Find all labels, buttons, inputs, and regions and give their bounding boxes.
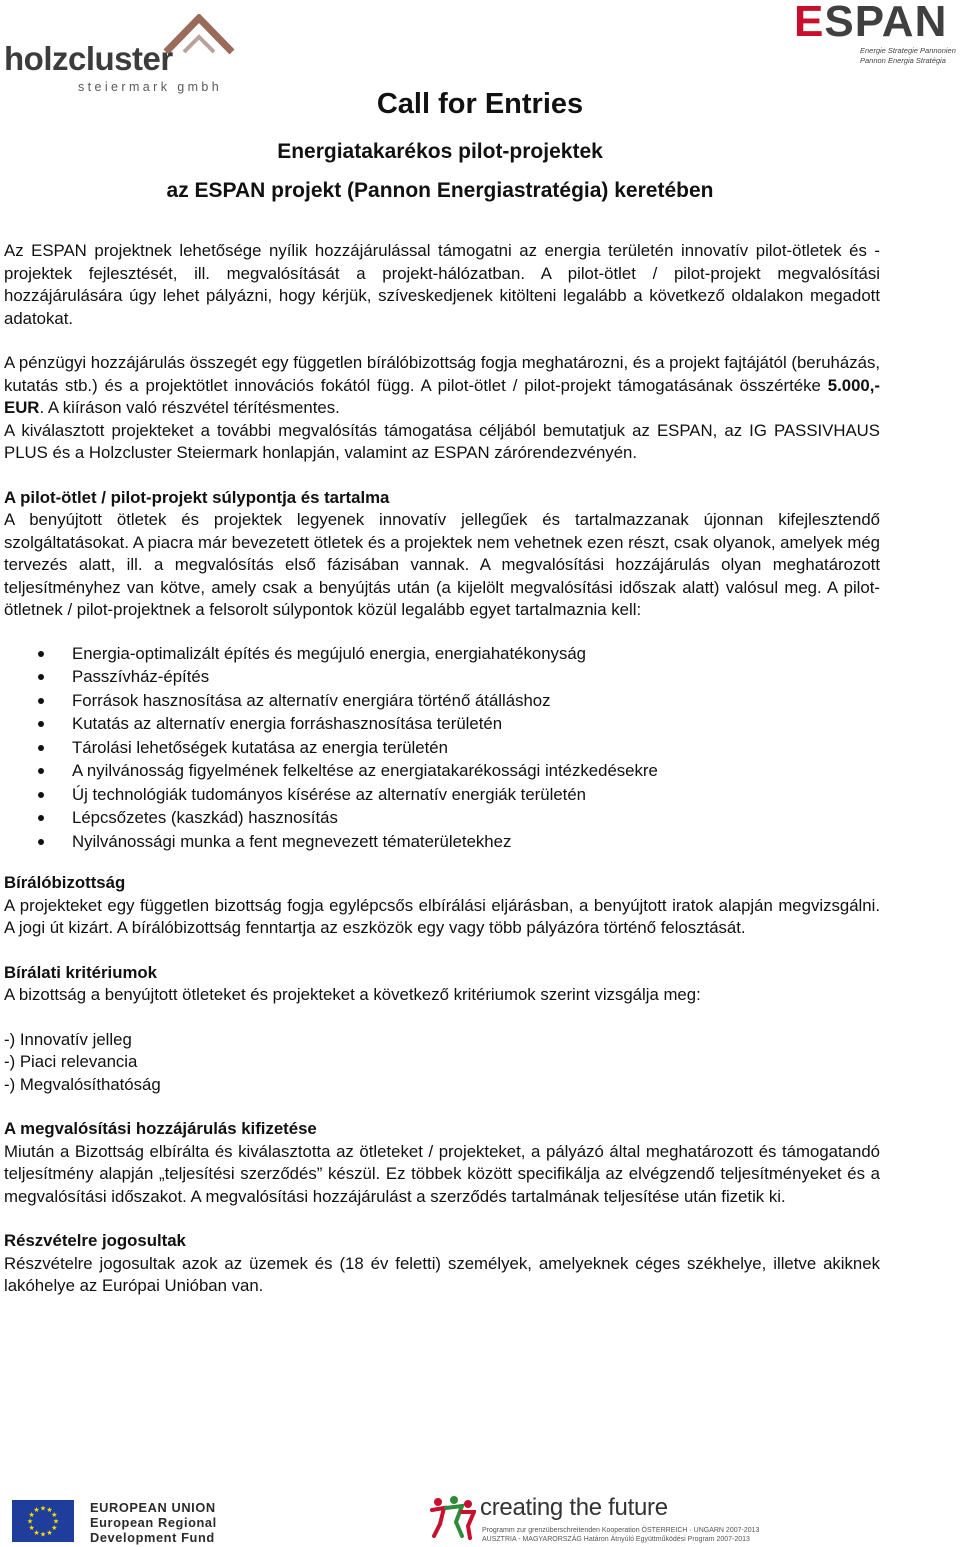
eligibility-paragraph: Részvételre jogosultak azok az üzemek és (18 év feletti) személyek, amelyeknek céges székhelye, illetve akiknek lakóhelye az Európai Unióban van.: [4, 1253, 880, 1295]
intro-paragraph: Az ESPAN projektnek lehetősége nyílik hozzájárulással támogatni az energia területén innovatív pilot-ötletek és -projektek fejlesztését, ill. megvalósítását a projekt-hálózatban. A pilot-ötlet / pilot-projekt megvalósítási hozzájárulására úgy lehet pályázni, hogy kérjük, szíveskedjenek kitölteni legalább a következő oldalakon megadott adatokat.: [4, 241, 880, 328]
holzcluster-logo: [4, 14, 232, 94]
eligibility-heading: Részvételre jogosultak: [4, 1231, 186, 1250]
criteria-item: -) Megvalósíthatóság: [4, 1074, 161, 1094]
list-item: Energia-optimalizált építés és megújuló energia, energiahatékonyság: [4, 642, 880, 666]
house-roof-icon: [162, 14, 236, 54]
eu-star: ★: [52, 1518, 60, 1526]
eu-logo-text: [90, 1500, 217, 1545]
list-item: Passzívház-építés: [4, 665, 880, 689]
espan-initial: E: [794, 0, 825, 46]
jury-paragraph: A projekteket egy független bizottság fogja egylépcsős elbírálási eljárásban, a benyújtott iratok alapján megvizsgálni. A jogi út kizárt. A bírálóbizottság fenntartja az eszközök egy vagy több pályázóra történő felosztását.: [4, 895, 880, 937]
list-item: Tárolási lehetőségek kutatása az energia területén: [4, 736, 880, 760]
eu-star: ★: [46, 1529, 53, 1537]
espan-tagline-2: Pannon Energia Stratégia: [860, 56, 946, 65]
eu-star: ★: [26, 1518, 34, 1526]
eu-star: ★: [33, 1529, 40, 1537]
list-item: Lépcsőzetes (kaszkád) hasznosítás: [4, 806, 880, 830]
eu-line-1: EUROPEAN UNION: [90, 1500, 216, 1515]
holzcluster-tagline: steiermark gmbh: [78, 80, 223, 94]
creating-the-future-slogan: creating the future: [480, 1494, 668, 1521]
list-item: Új technológiák tudományos kísérése az alternatív energiák területén: [4, 783, 880, 807]
espan-logo: [792, 0, 960, 70]
eu-star: ★: [46, 1507, 53, 1515]
subtitle-2: az ESPAN projekt (Pannon Energiastratégia) keretében: [166, 179, 714, 202]
criteria-heading: Bírálati kritériumok: [4, 962, 157, 982]
funding-text-1: A pénzügyi hozzájárulás összegét egy független bírálóbizottság fogja meghatározni, és a projekt fajtájától (beruházás, kutatás stb.) és a projektötlet innovációs fokától függ. A pilot-ötlet / pilot-projekt támogatásának összértéke: [4, 353, 880, 395]
holzcluster-wordmark: holzcluster: [4, 40, 173, 77]
eu-logo: [12, 1500, 217, 1546]
subtitle-1: Energiatakarékos pilot-projektek: [277, 140, 603, 163]
page-title: Call for Entries: [376, 88, 584, 120]
focus-paragraph: A benyújtott ötletek és projektek legyenek innovatív jellegűek és tartalmazzanak újonnan kifejlesztendő szolgáltatásokat. A piacra már bevezetett ötletek és a projektek nem vehetnek ezen részt, csak olyanok, amelyek még tervezés alatt, ill. a megvalósítás első fázisában vannak. A megvalósítási hozzájárulás olyan meghatározott teljesítményhez van kötve, amely csak a benyújtás után (a kijelölt megvalósítási időszak alatt) valósul meg. A pilot-ötletnek / pilot-projektnek a felsorolt súlypontok közül legalább egyet tartalmaznia kell:: [4, 510, 880, 619]
funding-text-2: . A kiíráson való részvétel térítésmentes.: [39, 398, 340, 417]
people-figures-icon: [428, 1494, 476, 1542]
criteria-paragraph: A bizottság a benyújtott ötleteket és projekteket a következő kritériumok szerint vizsgálja meg:: [4, 985, 701, 1004]
eu-line-3: Development Fund: [90, 1530, 215, 1545]
payment-heading: A megvalósítási hozzájárulás kifizetése: [4, 1119, 317, 1138]
document-body: [4, 240, 880, 1298]
jury-heading: Bírálóbizottság: [4, 873, 126, 892]
eu-star: ★: [28, 1525, 35, 1532]
list-item: Források hasznosítása az alternatív energiára történő átálláshoz: [4, 689, 880, 713]
list-item: Kutatás az alternatív energia forráshasznosítása területén: [4, 712, 880, 736]
eu-flag-icon: [12, 1500, 74, 1542]
program-line-1: Programm zur grenzüberschreitenden Kooperation ÖSTERREICH · UNGARN 2007-2013: [482, 1527, 760, 1534]
focus-heading: A pilot-ötlet / pilot-projekt súlypontja és tartalma: [4, 487, 390, 507]
criteria-item: -) Piaci relevancia: [4, 1052, 138, 1071]
eu-star: ★: [51, 1525, 58, 1532]
eu-star: ★: [51, 1512, 58, 1519]
payment-paragraph: Miután a Bizottság elbírálta és kiválasztotta az ötleteket / projekteket, a pályázó által meghatározott és támogatandó teljesítmény alapján „teljesítési szerződés” készül. Ez többek között specifikálja az elvégzendő teljesítményeket és a megvalósítási időszakot. A megvalósítási hozzájárulást a szerződés tartalmának teljesítése után fizetik ki.: [4, 1141, 880, 1206]
presentation-paragraph: A kiválasztott projekteket a további megvalósítás támogatása céljából bemutatjuk az ESPAN, az IG PASSIVHAUS PLUS és a Holzcluster Steiermark honlapján, valamint az ESPAN zárórendezvényén.: [4, 420, 880, 462]
espan-wordmark: ESPAN: [794, 0, 947, 44]
list-item: A nyilvánosság figyelmének felkeltése az energiatakarékossági intézkedésekre: [4, 759, 880, 783]
eu-star: ★: [39, 1531, 47, 1539]
focus-list: [4, 642, 880, 854]
eu-star: ★: [39, 1505, 47, 1513]
eu-line-2: European Regional: [90, 1515, 217, 1530]
list-item: Nyilvánossági munka a fent megnevezett tématerületekhez: [4, 830, 880, 854]
funding-amount: 5.000,- EUR: [4, 375, 880, 417]
eu-star: ★: [28, 1512, 35, 1519]
eu-star: ★: [33, 1507, 40, 1515]
program-line-2: AUSZTRIA - MAGYARORSZÁG Határon Átnyúló Együttműködési Program 2007-2013: [482, 1536, 750, 1543]
creating-the-future-logo: [428, 1494, 948, 1546]
criteria-item: -) Innovatív jelleg: [4, 1029, 132, 1049]
espan-tagline-1: Energie Strategie Pannonien: [860, 46, 956, 55]
funding-paragraph: [4, 352, 880, 420]
